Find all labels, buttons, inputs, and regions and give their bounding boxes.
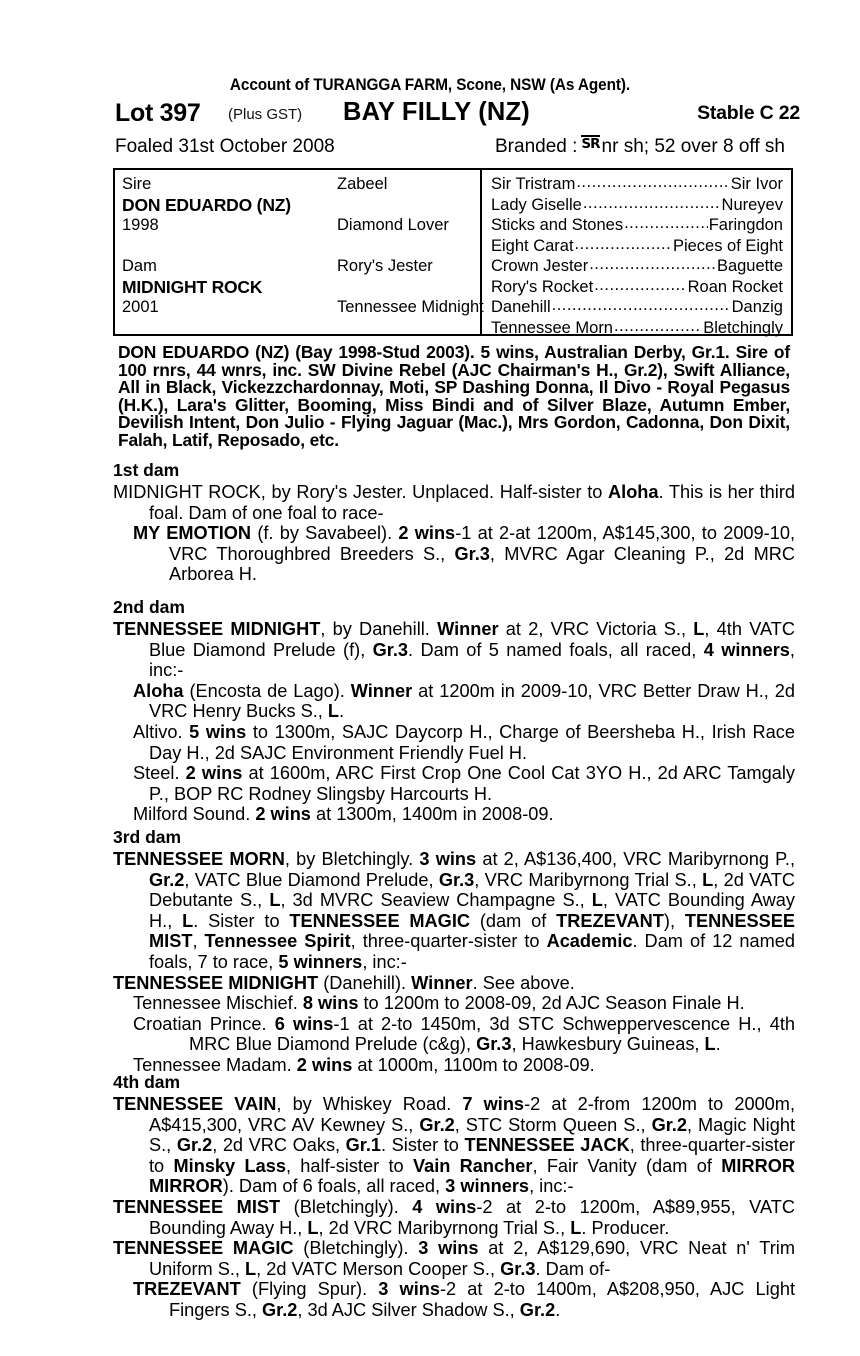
entry-text: . Sister to xyxy=(381,1135,465,1156)
dam-section-4 xyxy=(113,1072,795,1321)
gst-note: (Plus GST) xyxy=(228,106,303,123)
entry-text: . Dam of- xyxy=(535,1258,611,1279)
pedigree-gen3-name: Lady Giselle xyxy=(491,195,582,214)
entry-emphasis: L xyxy=(591,890,603,911)
pedigree-leader-dots xyxy=(614,318,702,337)
pedigree-table xyxy=(113,168,793,336)
pedigree-entry xyxy=(113,973,795,994)
entry-text: , Magic Night S., xyxy=(149,1114,795,1156)
pedigree-gen1-name: DON EDUARDO (NZ) xyxy=(122,194,291,215)
entry-emphasis: Tennessee Spirit xyxy=(204,931,351,952)
branded-label: Branded : xyxy=(495,136,578,157)
entry-emphasis: Winner xyxy=(437,619,499,639)
entry-text: . Dam of 5 named foals, all raced, xyxy=(408,639,704,660)
entry-text: MIDNIGHT ROCK, by Rory's Jester. Unplaced. Half-sister to xyxy=(113,482,608,502)
foaled-date: Foaled 31st October 2008 xyxy=(115,136,335,157)
brand-mark-icon: SR xyxy=(581,136,600,152)
entry-emphasis: 5 wins xyxy=(189,721,247,742)
entry-emphasis: L xyxy=(570,1217,582,1238)
dam-entries xyxy=(113,482,795,585)
entry-text: (Encosta de Lago). xyxy=(183,680,351,701)
entry-text: , MVRC Agar Cleaning P., 2d MRC Arborea H. xyxy=(169,543,796,585)
entry-emphasis: 3 winners xyxy=(445,1176,530,1197)
entry-emphasis: TENNESSEE VAIN xyxy=(113,1094,277,1114)
entry-text: at 2, VRC Victoria S., xyxy=(498,619,694,639)
pedigree-leader-dots xyxy=(576,174,729,193)
branded-info xyxy=(495,136,785,158)
entry-text: . Sister to xyxy=(193,910,290,931)
entry-text: -2 at 2-to 1200m, A$89,955, VATC Bounding Away H., xyxy=(149,1196,795,1238)
pedigree-leader-dots xyxy=(583,195,721,214)
entry-text: , by Bletchingly. xyxy=(284,849,420,869)
entry-emphasis: L xyxy=(704,1034,716,1055)
pedigree-gen3-name: Eight Carat xyxy=(491,236,574,255)
entry-text: , 3d MVRC Seaview Champagne S., xyxy=(280,890,592,911)
entry-text: , 2d VATC Debutante S., xyxy=(149,869,795,911)
entry-text: . See above. xyxy=(472,972,575,993)
entry-text: , Hawkesbury Guineas, xyxy=(511,1034,705,1055)
pedigree-gen1-name: 2001 xyxy=(122,298,159,316)
pedigree-gen2-name: Tennessee Midnight xyxy=(337,298,484,316)
branded-detail: nr sh; 52 over 8 off sh xyxy=(601,136,785,157)
entry-text: , 2d VRC Oaks, xyxy=(212,1135,346,1156)
pedigree-gen4-name: Faringdon xyxy=(708,216,783,234)
entry-text: , three-quarter-sister to xyxy=(350,931,547,952)
entry-emphasis: L xyxy=(245,1258,257,1279)
entry-emphasis: 4 winners xyxy=(703,639,790,660)
pedigree-entry xyxy=(113,849,795,973)
entry-text: , VATC Bounding Away H., xyxy=(149,890,795,931)
pedigree-gen1-name: MIDNIGHT ROCK xyxy=(122,276,263,297)
entry-text: Milford Sound. xyxy=(133,804,256,825)
account-line: Account of TURANGGA FARM, Scone, NSW (As Agent). xyxy=(229,76,631,94)
entry-emphasis: Gr.3 xyxy=(500,1258,536,1279)
pedigree-entry xyxy=(113,763,795,804)
pedigree-right-row xyxy=(491,256,783,277)
dam-section-2 xyxy=(113,597,795,825)
entry-emphasis: Gr.3 xyxy=(454,543,490,564)
entry-text: , 3d AJC Silver Shadow S., xyxy=(297,1299,520,1320)
entry-emphasis: Gr.1 xyxy=(345,1135,382,1156)
entry-text: , Fair Vanity (dam of xyxy=(532,1155,722,1176)
entry-text: . xyxy=(715,1034,721,1055)
pedigree-gen3-name: Sticks and Stones xyxy=(491,216,624,234)
entry-text: Tennessee Madam. xyxy=(133,1054,297,1075)
pedigree-gen3-name: Rory's Rocket xyxy=(491,277,594,296)
pedigree-entry xyxy=(113,1279,795,1320)
entry-text: at 1600m, ARC First Crop One Cool Cat 3YO H., 2d ARC Tamgaly P., BOP RC Rodney Slingsby Harcourts H. xyxy=(149,763,795,804)
pedigree-gen2-name: Rory's Jester xyxy=(337,257,433,275)
pedigree-right-row xyxy=(491,174,783,195)
entry-text: at 2, A$136,400, VRC Maribyrnong P., xyxy=(476,849,796,869)
entry-emphasis: MIRROR MIRROR xyxy=(149,1155,795,1197)
pedigree-right-row xyxy=(491,297,783,318)
pedigree-right-row xyxy=(491,195,783,216)
pedigree-gen3-name: Danehill xyxy=(491,298,551,316)
entry-text: , inc:- xyxy=(149,639,795,681)
entry-text: -1 at 2-to 1450m, 3d STC Schweppervescence H., 4th MRC Blue Diamond Prelude (c&g), xyxy=(189,1013,795,1055)
dam-entries xyxy=(113,849,795,1076)
entry-text: (Bletchingly). xyxy=(293,1238,419,1259)
pedigree-entry xyxy=(113,1094,795,1197)
entry-text: . This is her third foal. Dam of one foal to race- xyxy=(149,482,795,523)
pedigree-gen4-name: Baguette xyxy=(716,257,783,275)
pedigree-right-column xyxy=(482,170,791,337)
entry-text: , by Danehill. xyxy=(320,619,438,639)
entry-emphasis: Minsky Lass xyxy=(173,1155,286,1176)
entry-emphasis: L xyxy=(693,619,705,639)
entry-text: at 1000m, 1100m to 2008-09. xyxy=(352,1054,595,1075)
entry-emphasis: Aloha xyxy=(608,482,659,502)
pedigree-entry xyxy=(113,1197,795,1238)
pedigree-left-row xyxy=(122,236,480,257)
foaled-branded-row xyxy=(115,136,800,160)
pedigree-gen4-name: Roan Rocket xyxy=(687,277,783,296)
pedigree-entry xyxy=(113,1014,795,1055)
pedigree-leader-dots xyxy=(589,256,716,275)
entry-emphasis: Gr.2 xyxy=(262,1299,298,1320)
pedigree-left-row xyxy=(122,174,480,195)
pedigree-entry xyxy=(113,681,795,722)
pedigree-left-row xyxy=(122,195,480,216)
entry-text: , by Whiskey Road. xyxy=(276,1094,463,1114)
entry-emphasis: L xyxy=(327,701,340,722)
pedigree-entry xyxy=(113,722,795,763)
entry-emphasis: Academic xyxy=(546,931,633,952)
pedigree-gen3-name: Tennessee Morn xyxy=(491,318,613,337)
entry-emphasis: TENNESSEE MIDNIGHT xyxy=(113,619,321,639)
entry-text: , 2d VRC Maribyrnong Trial S., xyxy=(318,1217,571,1238)
entry-text: (Flying Spur). xyxy=(240,1279,379,1300)
entry-text: . xyxy=(339,701,345,722)
pedigree-left-row xyxy=(122,277,480,298)
entry-text: (Bletchingly). xyxy=(280,1196,413,1217)
pedigree-leader-dots xyxy=(594,277,686,296)
pedigree-left-column xyxy=(115,170,484,334)
entry-emphasis: 3 wins xyxy=(419,849,477,869)
pedigree-left-row xyxy=(122,297,484,318)
pedigree-gen4-name: Pieces of Eight xyxy=(672,236,783,255)
entry-emphasis: MY EMOTION xyxy=(133,523,252,544)
entry-text: , VATC Blue Diamond Prelude, xyxy=(184,869,439,890)
entry-emphasis: TREZEVANT xyxy=(556,910,664,931)
dam-heading: 2nd dam xyxy=(113,597,185,617)
pedigree-gen4-name: Bletchingly xyxy=(703,318,783,337)
sire-summary: DON EDUARDO (NZ) (Bay 1998-Stud 2003). 5 wins, Australian Derby, Gr.1. Sire of 100 rnrs, 44 wnrs, inc. SW Divine Rebel (AJC Chairman's H., Gr.2), Swift Alliance, All in Black, Vickezzchardonnay, Moti, SP Dashing Donna, Il Divo - Royal Pegasus (H.K.), Lara's Glitter, Booming, Miss Bindi and of Silver Blaze, Autumn Ember, Devilish Intent, Don Julio - Flying Jaguar (Mac.), Mrs Gordon, Cadonna, Don Dixit, Falah, Latif, Reposado, etc. xyxy=(118,342,790,450)
entry-emphasis: 2 wins xyxy=(255,804,311,825)
entry-text: Steel. xyxy=(133,763,186,784)
entry-emphasis: Gr.2 xyxy=(176,1135,213,1156)
pedigree-entry xyxy=(113,619,795,681)
entry-emphasis: 5 winners xyxy=(278,951,363,972)
entry-text: Tennessee Mischief. xyxy=(133,993,303,1014)
pedigree-gen4-name: Danzig xyxy=(731,298,783,316)
dam-heading: 4th dam xyxy=(113,1072,181,1092)
pedigree-gen1-name: 1998 xyxy=(122,216,159,234)
pedigree-right-row xyxy=(491,318,783,339)
dam-entries xyxy=(113,619,795,825)
entry-text: -1 at 2-at 1200m, A$145,300, to 2009-10, VRC Thoroughbred Breeders S., xyxy=(169,523,796,564)
entry-text: Altivo. xyxy=(133,721,190,742)
entry-text: Croatian Prince. xyxy=(133,1013,275,1034)
pedigree-gen3-name: Crown Jester xyxy=(491,257,589,275)
entry-emphasis: Winner xyxy=(411,972,473,993)
entry-emphasis: TENNESSEE JACK xyxy=(464,1135,630,1156)
entry-emphasis: 6 wins xyxy=(274,1013,334,1034)
pedigree-entry xyxy=(113,804,795,825)
entry-emphasis: Gr.2 xyxy=(419,1114,455,1135)
entry-emphasis: 3 wins xyxy=(378,1279,440,1300)
entry-emphasis: Gr.2 xyxy=(651,1114,687,1135)
entry-emphasis: Winner xyxy=(350,680,413,701)
entry-emphasis: TENNESSEE MAGIC xyxy=(289,910,471,931)
pedigree-right-row xyxy=(491,236,783,257)
entry-emphasis: L xyxy=(307,1217,319,1238)
dam-entries xyxy=(113,1094,795,1321)
dam-section-1 xyxy=(113,460,795,585)
pedigree-entry xyxy=(113,523,795,585)
pedigree-leader-dots xyxy=(575,236,672,255)
entry-emphasis: L xyxy=(702,869,714,890)
pedigree-entry xyxy=(113,993,795,1014)
entry-emphasis: Gr.3 xyxy=(372,639,409,660)
entry-emphasis: TENNESSEE MORN xyxy=(113,849,285,869)
pedigree-gen4-name: Nureyev xyxy=(721,195,783,214)
lot-number: Lot 397 xyxy=(115,99,201,127)
entry-text: (dam of xyxy=(470,910,557,931)
entry-text: . Dam of 12 named foals, 7 to race, xyxy=(149,931,795,972)
entry-emphasis: L xyxy=(269,890,281,911)
entry-emphasis: Vain Rancher xyxy=(412,1155,533,1176)
entry-text: to 1200m to 2008-09, 2d AJC Season Finale H. xyxy=(358,993,745,1014)
entry-text: , 4th VATC Blue Diamond Prelude (f), xyxy=(149,619,796,660)
entry-text: , three-quarter-sister to xyxy=(149,1135,795,1176)
entry-emphasis: Aloha xyxy=(133,680,184,701)
entry-emphasis: 2 wins xyxy=(185,763,243,784)
horse-description: BAY FILLY (NZ) xyxy=(343,98,531,126)
entry-emphasis: 4 wins xyxy=(412,1196,477,1217)
pedigree-entry xyxy=(113,482,795,523)
entry-text: , xyxy=(192,931,205,952)
entry-emphasis: 8 wins xyxy=(302,993,359,1014)
pedigree-gen2-name: Diamond Lover xyxy=(337,216,449,234)
dam-heading: 1st dam xyxy=(113,460,180,480)
entry-emphasis: Gr.3 xyxy=(476,1034,512,1055)
pedigree-entry xyxy=(113,1238,795,1279)
pedigree-leader-dots xyxy=(624,215,708,234)
entry-text: -2 at 2-to 1400m, A$208,950, AJC Light Fingers S., xyxy=(169,1279,795,1320)
entry-emphasis: TENNESSEE MAGIC xyxy=(113,1238,294,1259)
entry-text: to 1300m, SAJC Daycorp H., Charge of Beersheba H., Irish Race Day H., 2d SAJC Environment Friendly Fuel H. xyxy=(149,721,796,763)
pedigree-right-row xyxy=(491,215,783,236)
dam-section-3 xyxy=(113,827,795,1076)
entry-text: at 1200m in 2009-10, VRC Better Draw H., 2d VRC Henry Bucks S., xyxy=(149,680,795,722)
entry-text: , STC Storm Queen S., xyxy=(454,1114,652,1135)
entry-emphasis: 2 wins xyxy=(398,523,456,544)
entry-emphasis: Gr.2 xyxy=(519,1299,556,1320)
pedigree-leader-dots xyxy=(552,297,731,316)
pedigree-gen3-name: Sir Tristram xyxy=(491,175,576,193)
entry-text: ). Dam of 6 foals, all raced, xyxy=(222,1176,446,1197)
entry-emphasis: TENNESSEE MIST xyxy=(149,910,796,952)
pedigree-left-row xyxy=(122,318,480,339)
lot-header-row xyxy=(115,99,800,129)
pedigree-right-row xyxy=(491,277,783,298)
entry-text: , half-sister to xyxy=(285,1155,413,1176)
pedigree-gen2-name: Zabeel xyxy=(337,175,388,193)
pedigree-left-row xyxy=(122,215,480,236)
entry-text: ), xyxy=(663,910,685,931)
entry-emphasis: Gr.2 xyxy=(149,869,185,890)
entry-emphasis: L xyxy=(182,910,194,931)
entry-emphasis: TENNESSEE MIDNIGHT xyxy=(113,972,319,993)
stable-location: Stable C 22 xyxy=(697,102,800,124)
entry-emphasis: 3 wins xyxy=(418,1238,479,1259)
entry-text: , inc:- xyxy=(529,1176,574,1197)
pedigree-gen1-name: Dam xyxy=(122,257,157,275)
entry-emphasis: 7 wins xyxy=(462,1094,525,1114)
entry-text: . Producer. xyxy=(581,1217,670,1238)
entry-text: at 1300m, 1400m in 2008-09. xyxy=(310,804,554,825)
entry-text: -2 at 2-from 1200m to 2000m, A$415,300, VRC AV Kewney S., xyxy=(149,1094,795,1135)
dam-heading: 3rd dam xyxy=(113,827,182,847)
pedigree-gen1-name: Sire xyxy=(122,175,152,193)
entry-text: , VRC Maribyrnong Trial S., xyxy=(474,869,703,890)
entry-text: (Danehill). xyxy=(318,972,412,993)
entry-emphasis: TREZEVANT xyxy=(133,1279,241,1300)
pedigree-left-row xyxy=(122,256,480,277)
entry-text: , 2d VATC Merson Cooper S., xyxy=(256,1258,501,1279)
entry-emphasis: 2 wins xyxy=(296,1054,353,1075)
entry-text: (f. by Savabeel). xyxy=(251,523,399,544)
entry-emphasis: Gr.3 xyxy=(438,869,475,890)
entry-emphasis: TENNESSEE MIST xyxy=(113,1196,281,1217)
entry-text: . xyxy=(555,1299,561,1320)
entry-text: , inc:- xyxy=(362,951,407,972)
pedigree-gen4-name: Sir Ivor xyxy=(730,175,783,193)
entry-text: at 2, A$129,690, VRC Neat n' Trim Uniform S., xyxy=(149,1238,795,1279)
